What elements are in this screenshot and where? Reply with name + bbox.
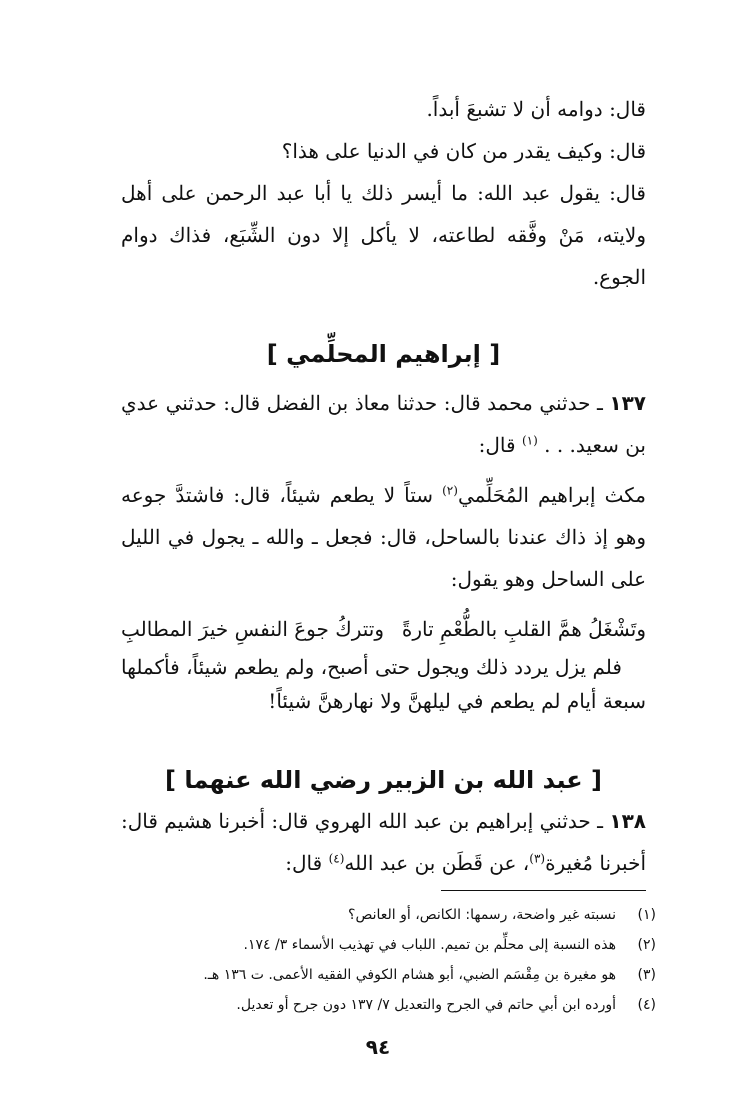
narration-137-isnad <box>121 382 646 466</box>
footnote-item <box>116 900 656 930</box>
verse-second-hemistich: وتتركُ جوعَ النفسِ خيرَ المطالبِ <box>121 617 385 641</box>
dialogue-line-2: قال: وكيف يقدر من كان في الدنيا على هذا؟ <box>281 139 646 163</box>
dialogue-line-1: قال: دوامه أن لا تشبعَ أبداً. <box>426 97 646 121</box>
footnote-text: هذه النسبة إلى محلِّم بن تميم. اللباب في تهذيب الأسماء ٣/ ١٧٤. <box>243 937 616 953</box>
narration-number: ١٣٧ <box>609 391 646 415</box>
footnote-ref-3: (٣) <box>529 851 546 866</box>
footnote-text: هو مغيرة بن مِقْسَم الضبي، أبو هشام الكوفي الفقيه الأعمى. ت ١٣٦ هـ. <box>203 967 616 983</box>
footnote-mark: (٢) <box>637 937 656 953</box>
poetry-verse <box>121 608 646 650</box>
isnad-part-2: ، عن قَطَن بن عبد الله <box>344 851 530 875</box>
footnote-ref-4: (٤) <box>328 851 345 866</box>
isnad-part-3: قال: <box>285 851 323 875</box>
body-rest: ستاً لا يطعم شيئاً، قال: فاشتدَّ جوعه وهو إذ ذاك عندنا بالساحل، قال: فجعل ـ والله ـ يجول في الليل على الساحل وهو يقول: <box>121 483 646 591</box>
isnad-end: قال: <box>478 433 516 457</box>
section-heading-ibn-zubayr: [ عبد الله بن الزبير رضي الله عنهما ] <box>165 766 602 794</box>
footnote-mark: (٣) <box>637 967 656 983</box>
isnad-part-1: ـ حدثني إبراهيم بن عبد الله الهروي قال: أخبرنا هشيم قال: أخبرنا مُغيرة <box>121 809 646 875</box>
opening-dialogue <box>121 88 646 298</box>
footnote-item <box>116 990 656 1020</box>
footnote-mark: (١) <box>637 907 656 923</box>
narration-number: ١٣٨ <box>609 809 647 833</box>
verse-first-hemistich: وتَشْغَلُ همَّ القلبِ بالطُّعْمِ تارةً <box>401 617 646 641</box>
footnote-item <box>116 930 656 960</box>
footnote-ref-1: (١) <box>521 433 538 448</box>
footnote-mark: (٤) <box>637 997 656 1013</box>
dialogue-paragraph-3: قال: يقول عبد الله: ما أيسر ذلك يا أبا عبد الرحمن على أهل ولايته، مَنْ وفَّقه لطاعته، لا يأكل إلا دون الشِّبَع، فذاك دوام الجوع. <box>121 181 646 289</box>
footnote-text: أورده ابن أبي حاتم في الجرح والتعديل ٧/ ١٣٧ دون جرح أو تعديل. <box>236 997 616 1013</box>
narration-137 <box>121 382 646 718</box>
body-start: مكث إبراهيم المُحَلِّمي <box>457 483 646 507</box>
narration-138 <box>121 800 646 884</box>
footnote-separator <box>441 890 646 891</box>
footnote-item <box>116 960 656 990</box>
page-number: ٩٤ <box>365 1035 391 1059</box>
footnote-text: نسبته غير واضحة، رسمها: الكانص، أو العانص؟ <box>348 907 616 923</box>
footnote-ref-2: (٢) <box>442 483 458 498</box>
section-heading-ibrahim: [ إبراهيم المحلِّمي ] <box>266 340 501 368</box>
narration-138-isnad <box>121 800 646 884</box>
isnad-text: ـ حدثني محمد قال: حدثنا معاذ بن الفضل قال: حدثني عدي بن سعيد. . . <box>121 391 646 457</box>
narration-137-ending: فلم يزل يردد ذلك ويجول حتى أصبح، ولم يطعم شيئاً، فأكملها سبعة أيام لم يطعم في ليلهنَّ ولا نهارهنَّ شيئاً! <box>121 655 646 713</box>
footnotes <box>116 900 656 1020</box>
narration-137-body <box>121 474 646 600</box>
